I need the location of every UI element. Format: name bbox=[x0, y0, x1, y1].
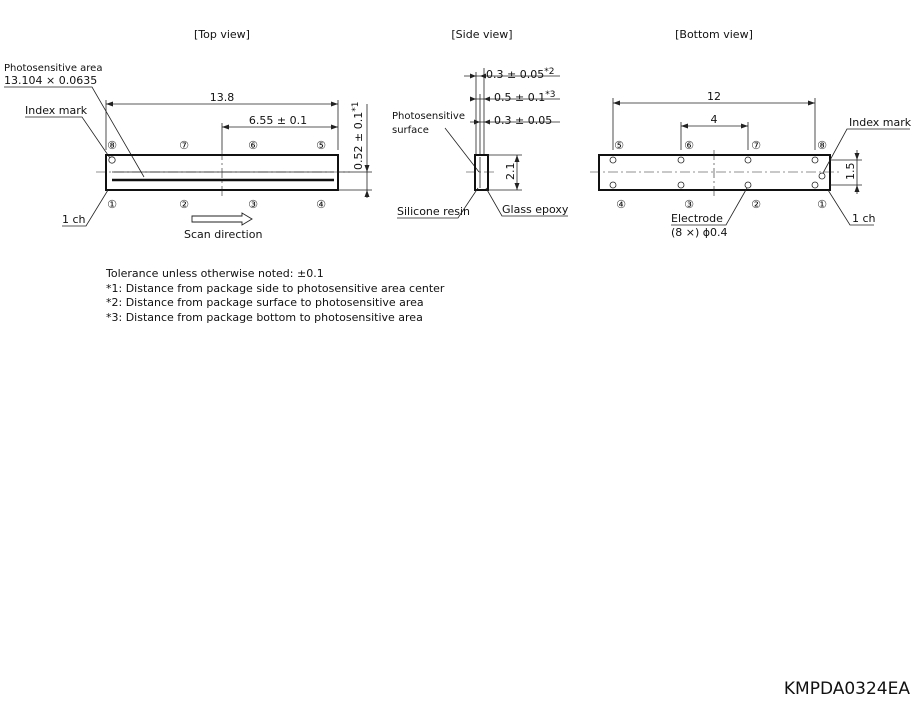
dim-length-bottom: 12 bbox=[707, 90, 721, 103]
dim-side-a: $0.3 \pm 0.05^{*2}$ bbox=[486, 67, 555, 81]
electrode-pad bbox=[812, 157, 818, 163]
bottom-index-mark-icon bbox=[819, 173, 825, 179]
electrode-pad bbox=[745, 182, 751, 188]
side-view bbox=[392, 28, 569, 218]
photosensitive-area-label: Photosensitive area bbox=[4, 63, 103, 74]
silicone-resin-label: Silicone resin bbox=[397, 205, 470, 218]
top-index-mark-label: Index mark bbox=[25, 104, 88, 117]
electrode-pad bbox=[678, 182, 684, 188]
pin-number: ④ bbox=[316, 198, 326, 211]
pin-number: ⑦ bbox=[751, 139, 761, 152]
dim-center-top: 6.55 ± 0.1 bbox=[248, 114, 308, 127]
top-first-channel: 1 ch bbox=[62, 213, 86, 226]
dim-side-c: 0.3 ± 0.05 bbox=[494, 114, 553, 127]
pin-number: ① bbox=[107, 198, 117, 211]
dim-side-b: $0.5 \pm 0.1^{*3}$ bbox=[494, 90, 556, 104]
bottom-view bbox=[590, 28, 912, 239]
pin-number: ⑥ bbox=[684, 139, 694, 152]
bottom-first-channel: 1 ch bbox=[852, 212, 876, 225]
electrode-pad bbox=[610, 157, 616, 163]
drawing-code: KMPDA0324EA bbox=[783, 679, 910, 699]
dim-height-bottom: 1.5 bbox=[844, 162, 857, 180]
top-index-mark-leader bbox=[25, 117, 110, 158]
bottom-view-title: [Bottom view] bbox=[675, 28, 753, 41]
pin-number: ③ bbox=[684, 198, 694, 211]
footnote-1: *1: Distance from package side to photosensitive area center bbox=[106, 281, 445, 295]
pin-number: ③ bbox=[248, 198, 258, 211]
photosensitive-area-leader bbox=[4, 87, 144, 177]
tolerance-note: Tolerance unless otherwise noted: ±0.1 bbox=[106, 267, 324, 280]
footnote-2: *2: Distance from package surface to photosensitive area bbox=[106, 296, 424, 309]
scan-direction-arrow-icon bbox=[192, 213, 252, 225]
pin-number: ② bbox=[751, 198, 761, 211]
pin-number: ④ bbox=[616, 198, 626, 211]
footnote-3: *3: Distance from package bottom to photosensitive area bbox=[106, 310, 423, 324]
pin-number: ② bbox=[179, 198, 189, 211]
dim-side-height: 2.1 bbox=[504, 162, 517, 180]
photosensitive-area-value: 13.104 × 0.0635 bbox=[4, 74, 98, 87]
electrode-pad bbox=[745, 157, 751, 163]
pin-number: ⑤ bbox=[316, 139, 326, 152]
electrode-label: Electrode bbox=[671, 212, 723, 225]
pin-number: ⑧ bbox=[817, 139, 827, 152]
photosensitive-surface-label-2: surface bbox=[392, 125, 429, 136]
dim-length-top: 13.8 bbox=[209, 91, 235, 104]
dim-pitch-bottom: 4 bbox=[710, 113, 718, 126]
electrode-pad bbox=[678, 157, 684, 163]
bottom-index-mark-label: Index mark bbox=[849, 116, 912, 129]
side-package-outline bbox=[475, 155, 488, 190]
top-view bbox=[4, 28, 372, 241]
electrode-pad bbox=[610, 182, 616, 188]
notes bbox=[106, 267, 444, 325]
top-view-title: [Top view] bbox=[194, 28, 250, 41]
pin-number: ① bbox=[817, 198, 827, 211]
pin-number: ⑦ bbox=[179, 139, 189, 152]
index-mark-icon bbox=[109, 157, 115, 163]
pin-number: ⑤ bbox=[614, 139, 624, 152]
glass-epoxy-label: Glass epoxy bbox=[502, 203, 569, 216]
electrode-value: (8 ×) ϕ0.4 bbox=[671, 226, 728, 239]
pin-number: ⑧ bbox=[107, 139, 117, 152]
pin-number: ⑥ bbox=[248, 139, 258, 152]
electrode-pads bbox=[610, 157, 825, 188]
photosensitive-surface-label-1: Photosensitive bbox=[392, 111, 465, 122]
scan-direction-label: Scan direction bbox=[184, 228, 263, 241]
dim-height-top: $0.52 \pm 0.1^{*1}$ bbox=[351, 101, 365, 170]
bottom-package-outline bbox=[599, 155, 830, 190]
side-view-title: [Side view] bbox=[451, 28, 513, 41]
electrode-pad bbox=[812, 182, 818, 188]
